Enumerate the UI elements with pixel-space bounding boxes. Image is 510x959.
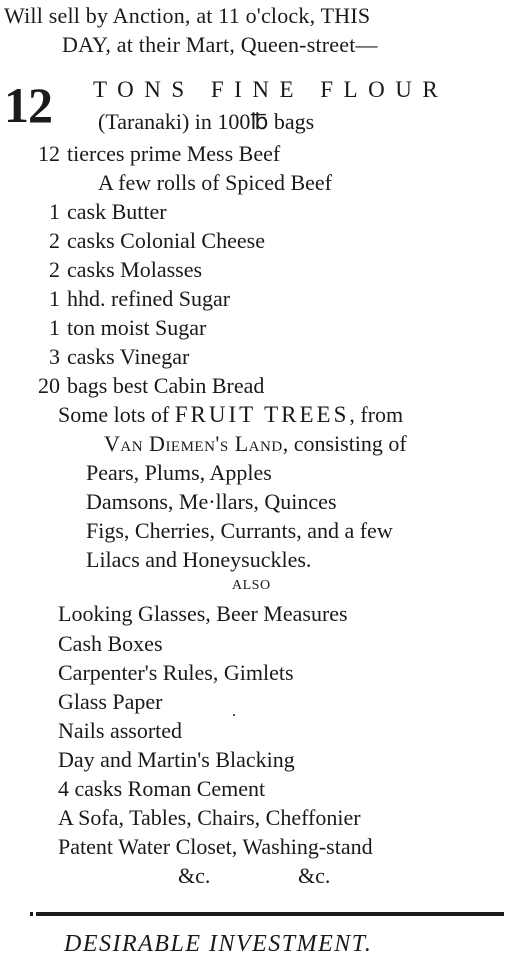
item-quantity: 1 — [49, 315, 60, 340]
fruit-prefix: Some lots of — [58, 402, 175, 427]
fruit-trees-heading — [58, 401, 403, 429]
lead-title: TONS FINE FLOUR — [93, 77, 449, 102]
etc-mark: &c. — [178, 863, 211, 888]
item-text: bags best Cabin Bread — [67, 373, 265, 398]
fruit-line: Damsons, Me·llars, Quinces — [86, 489, 337, 514]
fruit-line: Pears, Plums, Apples — [86, 460, 272, 485]
notice-header-line-1: Will sell by Anction, at 11 o'clock, THIS — [4, 3, 371, 28]
lead-subtitle: (Taranaki) in 100℔ bags — [98, 109, 315, 134]
fruit-line: Lilacs and Honeysuckles. — [86, 547, 312, 572]
list-item: Cash Boxes — [58, 631, 163, 656]
list-item: Carpenter's Rules, Gimlets — [58, 660, 294, 685]
list-item: Glass Paper — [58, 689, 163, 714]
ink-speck — [233, 714, 235, 716]
item-quantity: 3 — [49, 344, 60, 369]
fruit-origin-line — [104, 430, 407, 458]
item-text: casks Vinegar — [67, 344, 190, 369]
list-item: Looking Glasses, Beer Measures — [58, 601, 348, 626]
item-text: casks Colonial Cheese — [67, 228, 265, 253]
item-quantity: 2 — [49, 257, 60, 282]
fruit-origin-suffix: , consisting of — [282, 431, 407, 456]
list-item: A Sofa, Tables, Chairs, Cheffonier — [58, 805, 361, 830]
list-item: Patent Water Closet, Washing-stand — [58, 834, 373, 859]
item-quantity: 12 — [38, 141, 60, 166]
fruit-line: Figs, Cherries, Currants, and a few — [86, 518, 393, 543]
item-text: cask Butter — [67, 199, 167, 224]
list-item: Nails assorted — [58, 718, 183, 743]
item-text: tierces prime Mess Beef — [67, 141, 281, 166]
item-quantity: 1 — [49, 199, 60, 224]
item-quantity: 1 — [49, 286, 60, 311]
section-rule — [36, 912, 504, 916]
fruit-suffix: , from — [349, 402, 404, 427]
item-quantity: 2 — [49, 228, 60, 253]
next-notice-heading: DESIRABLE INVESTMENT. — [64, 931, 373, 957]
rule-dot — [30, 912, 33, 916]
also-label: ALSO — [232, 578, 271, 593]
fruit-origin: Van Diemen's Land — [104, 431, 283, 456]
item-text: ton moist Sugar — [67, 315, 207, 340]
notice-header-line-2: DAY, at their Mart, Queen-street— — [62, 32, 378, 57]
lead-quantity: 12 — [4, 77, 52, 133]
list-item: Day and Martin's Blacking — [58, 747, 295, 772]
etc-mark: &c. — [298, 863, 331, 888]
list-item: 4 casks Roman Cement — [58, 776, 266, 801]
item-text: casks Molasses — [67, 257, 203, 282]
fruit-trees-caps: FRUIT TREES — [174, 402, 350, 427]
item-text: A few rolls of Spiced Beef — [98, 170, 332, 195]
item-text: hhd. refined Sugar — [67, 286, 231, 311]
item-quantity: 20 — [38, 373, 60, 398]
